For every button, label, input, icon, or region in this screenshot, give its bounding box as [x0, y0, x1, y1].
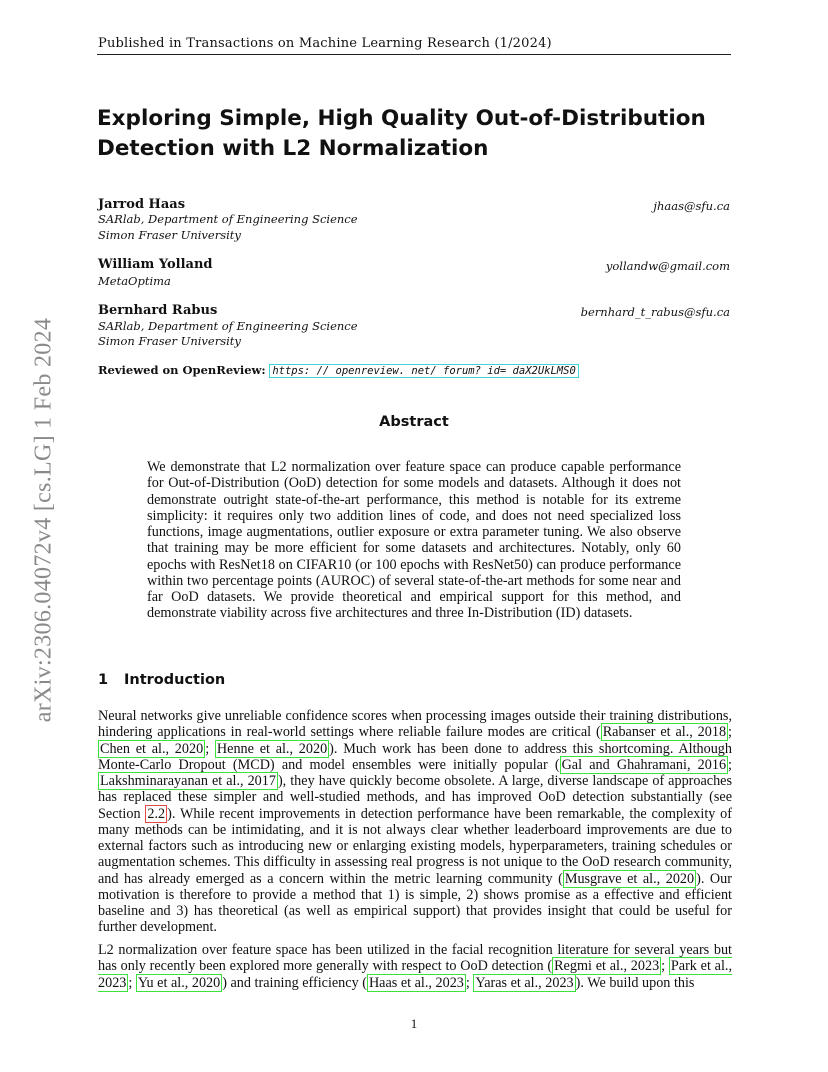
citation-link[interactable]: Regmi et al., 2023	[554, 958, 660, 975]
journal-header: Published in Transactions on Machine Learning Research (1/2024)	[98, 36, 552, 51]
review-line	[98, 363, 579, 377]
author-affiliation: SARlab, Department of Engineering Science	[98, 212, 358, 226]
header-rule	[97, 54, 731, 55]
paper-title: Exploring Simple, High Quality Out-of-Distribution Detection with L2 Normalization	[97, 106, 706, 161]
paragraph-text: ). Our motivation is therefore to provide a method that 1) is simple, 2) shows promise as a effective and efficient baseline and 3) has theoretical (as well as empirical support) that provides insight that could be useful for further development.	[98, 870, 732, 936]
section-ref-link[interactable]: 2.2	[147, 805, 166, 822]
paragraph-text: ), they have quickly become obsolete. A large, diverse landscape of approaches has replaced these simpler and well-studied methods, and has improved OoD detection substantially (see Section	[98, 773, 732, 822]
paragraph-text: ;	[465, 974, 474, 991]
section-number: 1	[98, 672, 109, 688]
citation-link[interactable]: Lakshminarayanan et al., 2017	[100, 773, 276, 789]
citation-link[interactable]: Yaras et al., 2023	[475, 974, 574, 991]
author-name: Jarrod Haas	[98, 197, 186, 212]
paragraph-text: L2 normalization over feature space has been utilized in the facial recognition literature for several years but has only recently been explored more generally with respect to OoD detection (	[98, 942, 732, 975]
paragraph-text: ;	[205, 740, 215, 757]
author-affiliation: Simon Fraser University	[98, 228, 241, 242]
author-name: Bernhard Rabus	[98, 303, 218, 318]
arxiv-sidebar	[24, 294, 64, 746]
citation-link[interactable]: Musgrave et al., 2020	[564, 870, 695, 887]
paragraph-text: ) and training efficiency (	[222, 974, 367, 991]
author-name: William Yolland	[98, 257, 213, 272]
citation-link[interactable]: Park et al., 2023	[98, 958, 732, 991]
intro-paragraph-2	[98, 942, 732, 991]
author-affiliation: MetaOptima	[98, 274, 171, 288]
author-affiliation: SARlab, Department of Engineering Science	[98, 319, 358, 333]
paragraph-text: ). We build upon this	[575, 974, 695, 991]
paragraph-text: ;	[728, 724, 732, 741]
intro-paragraph-1	[98, 708, 732, 936]
abstract-text: We demonstrate that L2 normalization over feature space can produce capable performance for Out-of-Distribution (OoD) detection for some models and datasets. Although it does not demonstrate outright state-of-the-art performance, this method is notable for its extreme simplicity: it requires only two addition lines of code, and does not need specialized loss functions, image augmentations, outlier exposure or extra parameter tuning. We also observe that training may be more efficient for some datasets and architectures. Notably, only 60 epochs with ResNet18 on CIFAR10 (or 100 epochs with ResNet50) can produce performance within two percentage points (AUROC) of several state-of-the-art methods for some near and far OoD datasets. We provide theoretical and empirical support for this method, and demonstrate viability across five architectures and three In-Distribution (ID) datasets.	[147, 459, 681, 622]
abstract-heading: Abstract	[379, 414, 449, 430]
citation-link[interactable]: Haas et al., 2023	[368, 974, 464, 991]
section-heading	[98, 672, 225, 688]
author-email[interactable]: bernhard_t_rabus@sfu.ca	[580, 305, 730, 319]
openreview-link[interactable]: https: // openreview. net/ forum? id= daX2UkLMS0	[269, 364, 578, 378]
page-number: 1	[410, 1016, 418, 1031]
paragraph-text: ). Much work has been done to address this shortcoming. Although Monte-Carlo Dropout (MCD) and model ensembles were initially popular (	[98, 740, 732, 773]
author-affiliation: Simon Fraser University	[98, 334, 241, 348]
citation-link[interactable]: Henne et al., 2020	[216, 740, 328, 757]
author-email[interactable]: jhaas@sfu.ca	[653, 199, 730, 213]
review-label: Reviewed on OpenReview:	[98, 363, 266, 377]
section-title: Introduction	[124, 672, 226, 688]
citation-link[interactable]: Chen et al., 2020	[100, 740, 204, 757]
citation-link[interactable]: Gal and Ghahramani, 2016	[561, 756, 727, 773]
paragraph-text: ;	[728, 756, 732, 773]
paragraph-text: ;	[128, 974, 136, 991]
arxiv-id: arXiv:2306.04072v4 [cs.LG] 1 Feb 2024	[30, 317, 57, 723]
citation-link[interactable]: Rabanser et al., 2018	[602, 724, 727, 741]
paragraph-text: ). While recent improvements in detection performance have been remarkable, the complexity of many methods can be intimidating, and it is not always clear whether leaderboard improvements are due to external factors such as introducing new or enlarging existing models, hyperparameters, training schedules or augmentation schemes. This difficulty in assessing real progress is not unique to the OoD research community, and has already emerged as a concern within the metric learning community (	[98, 805, 732, 887]
paragraph-text: ;	[661, 958, 669, 975]
author-email[interactable]: yollandw@gmail.com	[605, 259, 730, 273]
paragraph-text: Neural networks give unreliable confidence scores when processing images outside their training distributions, hindering applications in real-world settings where reliable failure modes are critical (	[98, 708, 732, 741]
citation-link[interactable]: Yu et al., 2020	[137, 974, 221, 991]
